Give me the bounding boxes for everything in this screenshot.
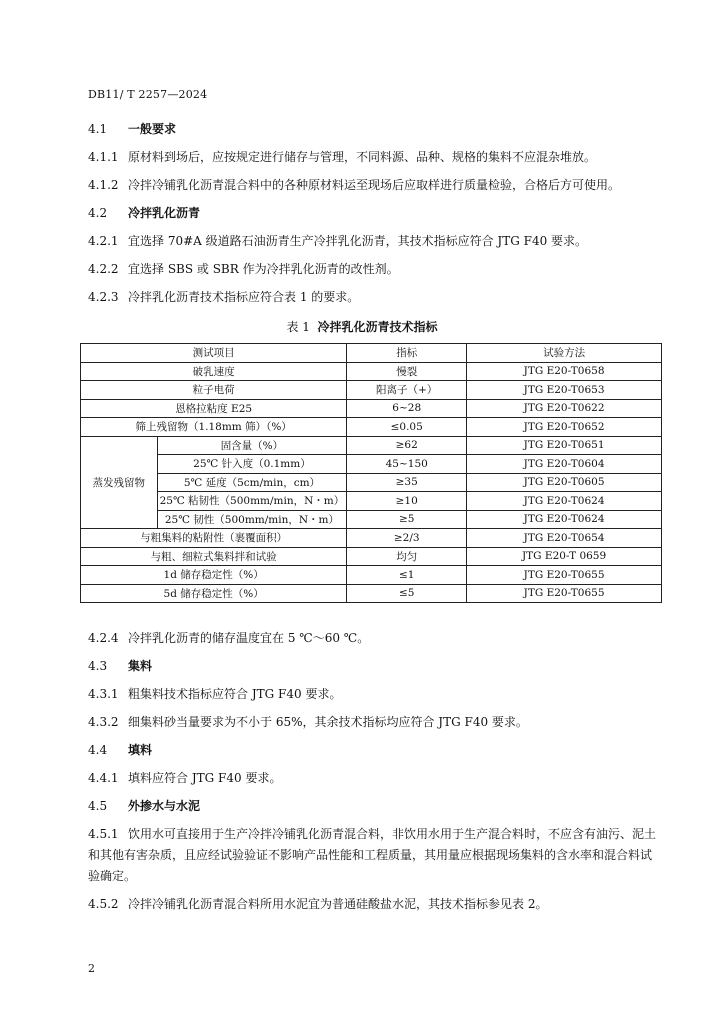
test-method: JTG E20-T0655 (467, 584, 662, 603)
clause-4-2-1 (88, 233, 587, 249)
table-row (81, 529, 662, 548)
clause-number: 4.2.1 (88, 234, 119, 248)
test-item: 5d 储存稳定性（%） (81, 584, 347, 603)
clause-4-3-1 (88, 686, 341, 702)
clause-text: 冷拌乳化沥青的储存温度宜在 5 ℃～60 ℃。 (128, 631, 370, 645)
index-value: ≥10 (347, 492, 467, 511)
clause-4-5-2 (88, 896, 547, 912)
section-title: 集料 (128, 659, 153, 673)
clause-4-1-2 (88, 177, 620, 193)
test-item: 与粗集料的粘附性（裹覆面积） (81, 529, 347, 548)
table-row (81, 455, 662, 474)
test-method: JTG E20-T 0659 (467, 547, 662, 566)
clause-text: 细集料砂当量要求为不小于 65%，其余技术指标均应符合 JTG F40 要求。 (128, 715, 528, 729)
index-value: 阳离子（+） (347, 381, 467, 400)
emulsified-asphalt-spec-table (80, 343, 662, 603)
table-row (81, 418, 662, 437)
clause-text: 冷拌乳化沥青技术指标应符合表 1 的要求。 (128, 290, 360, 304)
test-item: 5℃ 延度（5cm/min，cm） (157, 473, 347, 492)
section-number: 4.4 (88, 743, 108, 757)
test-item: 25℃ 粘韧性（500mm/min，N・m） (157, 492, 347, 511)
section-title: 冷拌乳化沥青 (128, 206, 201, 220)
table-header-row (81, 344, 662, 363)
test-method: JTG E20-T0652 (467, 418, 662, 437)
clause-4-2-2 (88, 261, 399, 277)
clause-4-4-1 (88, 770, 281, 786)
section-4-1-heading (88, 121, 176, 137)
test-item: 25℃ 韧性（500mm/min，N・m） (157, 510, 347, 529)
index-value: ≥62 (347, 436, 467, 455)
test-item: 与粗、细粒式集料拌和试验 (81, 547, 347, 566)
header-test-method: 试验方法 (467, 344, 662, 363)
index-value: 慢裂 (347, 362, 467, 381)
test-item: 破乳速度 (81, 362, 347, 381)
index-value: ≤1 (347, 566, 467, 585)
index-value: 45~150 (347, 455, 467, 474)
clause-text: 粗集料技术指标应符合 JTG F40 要求。 (128, 687, 342, 701)
test-method: JTG E20-T0655 (467, 566, 662, 585)
clause-number: 4.4.1 (88, 771, 119, 785)
test-method: JTG E20-T0658 (467, 362, 662, 381)
clause-number: 4.3.2 (88, 715, 119, 729)
table-row (81, 436, 662, 455)
test-method: JTG E20-T0651 (467, 436, 662, 455)
document-header: DB11/ T 2257—2024 (88, 88, 208, 101)
index-value: ≥35 (347, 473, 467, 492)
index-value: ≥2/3 (347, 529, 467, 548)
test-item: 恩格拉粘度 E25 (81, 399, 347, 418)
section-title: 外掺水与水泥 (128, 799, 201, 813)
section-number: 4.3 (88, 659, 108, 673)
index-value: ≤5 (347, 584, 467, 603)
table-row (81, 510, 662, 529)
clause-4-2-4 (88, 630, 369, 646)
table-caption-title: 冷拌乳化沥青技术指标 (317, 320, 438, 334)
clause-text: 原材料到场后，应按规定进行储存与管理，不同料源、品种、规格的集料不应混杂堆放。 (128, 150, 597, 164)
clause-number: 4.3.1 (88, 687, 119, 701)
clause-number: 4.1.2 (88, 178, 119, 192)
clause-text: 冷拌冷铺乳化沥青混合料所用水泥宜为普通硅酸盐水泥，其技术指标参见表 2。 (128, 897, 548, 911)
section-4-3-heading (88, 658, 152, 674)
clause-number: 4.5.2 (88, 897, 119, 911)
test-method: JTG E20-T0624 (467, 492, 662, 511)
clause-number: 4.2.2 (88, 262, 119, 276)
section-title: 填料 (128, 743, 153, 757)
page-number: 2 (88, 962, 95, 975)
clause-text: 填料应符合 JTG F40 要求。 (128, 771, 282, 785)
clause-4-5-1 (88, 824, 660, 887)
table-1-caption (0, 318, 724, 335)
section-number: 4.2 (88, 206, 108, 220)
group-label-evaporation-residue: 蒸发残留物 (81, 436, 158, 529)
table-row (81, 584, 662, 603)
table-row (81, 566, 662, 585)
clause-text: 冷拌冷铺乳化沥青混合料中的各种原材料运至现场后应取样进行质量检验，合格后方可使用。 (128, 178, 621, 192)
clause-4-3-2 (88, 714, 528, 730)
test-method: JTG E20-T0622 (467, 399, 662, 418)
clause-text: 宜选择 SBS 或 SBR 作为冷拌乳化沥青的改性剂。 (128, 262, 399, 276)
table-caption-number: 表 1 (286, 320, 310, 334)
test-item: 25℃ 针入度（0.1mm） (157, 455, 347, 474)
section-number: 4.5 (88, 799, 108, 813)
test-method: JTG E20-T0624 (467, 510, 662, 529)
table-row (81, 362, 662, 381)
table-row (81, 381, 662, 400)
table-row (81, 547, 662, 566)
clause-text: 饮用水可直接用于生产冷拌冷铺乳化沥青混合料，非饮用水用于生产混合料时，不应含有油污、泥土和其他有害杂质，且应经试验验证不影响产品性能和工程质量，其用量应根据现场集料的含水率和混合料试验确定。 (88, 827, 657, 883)
clause-number: 4.1.1 (88, 150, 119, 164)
clause-4-2-3 (88, 289, 359, 305)
table-row (81, 473, 662, 492)
test-item: 粒子电荷 (81, 381, 347, 400)
test-method: JTG E20-T0653 (467, 381, 662, 400)
section-4-4-heading (88, 742, 152, 758)
index-value: 均匀 (347, 547, 467, 566)
test-item: 固含量（%） (157, 436, 347, 455)
clause-4-1-1 (88, 149, 596, 165)
test-method: JTG E20-T0654 (467, 529, 662, 548)
index-value: ≤0.05 (347, 418, 467, 437)
section-4-2-heading (88, 205, 200, 221)
section-number: 4.1 (88, 122, 108, 136)
table-row (81, 399, 662, 418)
table-row (81, 492, 662, 511)
index-value: 6~28 (347, 399, 467, 418)
clause-number: 4.2.4 (88, 631, 119, 645)
test-item: 筛上残留物（1.18mm 筛）（%） (81, 418, 347, 437)
clause-number: 4.2.3 (88, 290, 119, 304)
test-method: JTG E20-T0605 (467, 473, 662, 492)
header-index: 指标 (347, 344, 467, 363)
header-test-item: 测试项目 (81, 344, 347, 363)
clause-number: 4.5.1 (88, 827, 119, 841)
section-4-5-heading (88, 798, 200, 814)
index-value: ≥5 (347, 510, 467, 529)
clause-text: 宜选择 70#A 级道路石油沥青生产冷拌乳化沥青，其技术指标应符合 JTG F40 要求。 (128, 234, 588, 248)
test-item: 1d 储存稳定性（%） (81, 566, 347, 585)
section-title: 一般要求 (128, 122, 177, 136)
test-method: JTG E20-T0604 (467, 455, 662, 474)
